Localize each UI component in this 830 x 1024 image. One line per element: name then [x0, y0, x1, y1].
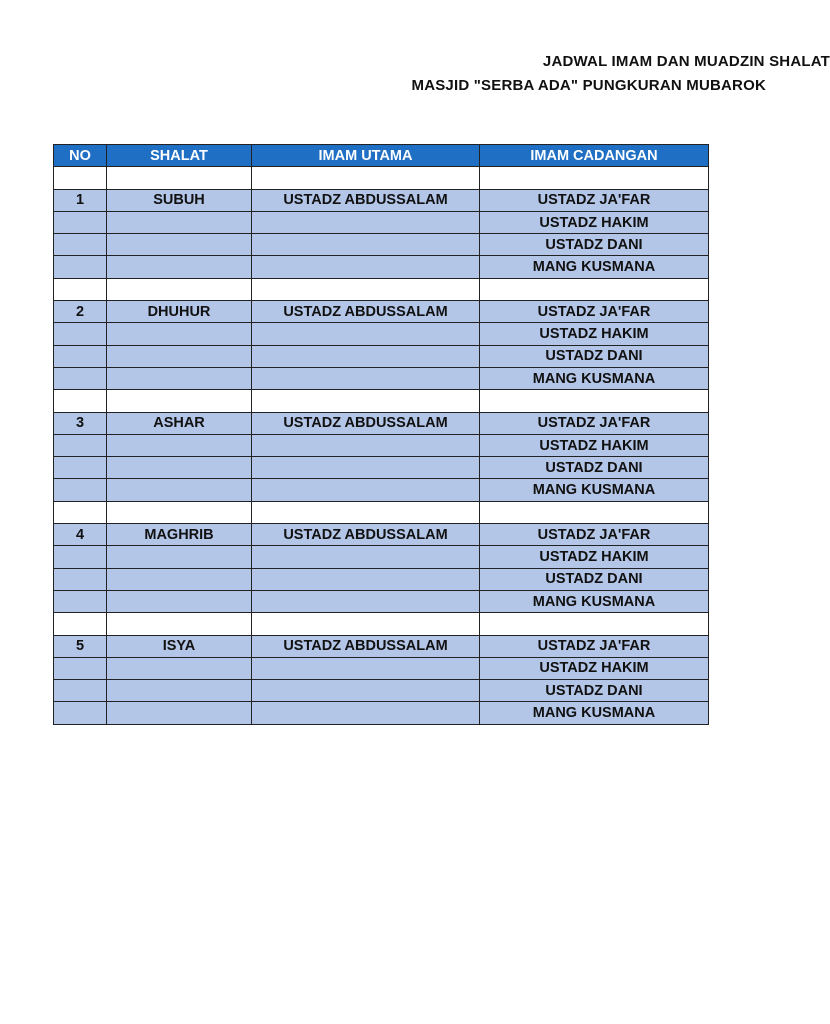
shalat-cell: ASHAR: [107, 412, 252, 434]
no-cell: 2: [54, 301, 107, 323]
imam-utama-cell: [252, 457, 480, 479]
table-row: [54, 234, 709, 256]
table-row: [54, 457, 709, 479]
table-row: [54, 256, 709, 278]
imam-cadangan-cell: USTADZ JA'FAR: [480, 635, 709, 657]
imam-cadangan-cell: USTADZ JA'FAR: [480, 189, 709, 211]
table-row: [54, 412, 709, 434]
header-no: NO: [54, 145, 107, 167]
imam-utama-cell: [252, 434, 480, 456]
shalat-cell: [107, 211, 252, 233]
imam-cadangan-cell: USTADZ HAKIM: [480, 323, 709, 345]
imam-utama-cell: USTADZ ABDUSSALAM: [252, 412, 480, 434]
no-cell: [54, 434, 107, 456]
shalat-cell: [107, 546, 252, 568]
empty-cell: [252, 278, 480, 300]
imam-cadangan-cell: USTADZ HAKIM: [480, 657, 709, 679]
no-cell: [54, 546, 107, 568]
header-shalat: SHALAT: [107, 145, 252, 167]
table-row: [54, 680, 709, 702]
empty-cell: [252, 390, 480, 412]
title-block: [280, 52, 830, 98]
shalat-cell: SUBUH: [107, 189, 252, 211]
empty-cell: [252, 501, 480, 523]
no-cell: [54, 568, 107, 590]
no-cell: 1: [54, 189, 107, 211]
imam-utama-cell: [252, 323, 480, 345]
header-imam-utama: IMAM UTAMA: [252, 145, 480, 167]
imam-utama-cell: USTADZ ABDUSSALAM: [252, 635, 480, 657]
no-cell: [54, 702, 107, 724]
imam-cadangan-cell: USTADZ JA'FAR: [480, 524, 709, 546]
empty-cell: [107, 390, 252, 412]
shalat-cell: [107, 434, 252, 456]
imam-utama-cell: [252, 590, 480, 612]
empty-cell: [54, 501, 107, 523]
document-subtitle: MASJID "SERBA ADA" PUNGKURAN MUBAROK: [411, 77, 766, 94]
imam-utama-cell: [252, 657, 480, 679]
no-cell: [54, 323, 107, 345]
table-row: [54, 702, 709, 724]
imam-utama-cell: [252, 702, 480, 724]
imam-cadangan-cell: USTADZ HAKIM: [480, 546, 709, 568]
table-row: [54, 189, 709, 211]
empty-cell: [54, 390, 107, 412]
imam-utama-cell: USTADZ ABDUSSALAM: [252, 301, 480, 323]
spacer-row: [54, 501, 709, 523]
empty-cell: [480, 390, 709, 412]
shalat-cell: ISYA: [107, 635, 252, 657]
imam-utama-cell: [252, 256, 480, 278]
imam-utama-cell: USTADZ ABDUSSALAM: [252, 189, 480, 211]
empty-cell: [480, 613, 709, 635]
shalat-cell: DHUHUR: [107, 301, 252, 323]
table-row: [54, 345, 709, 367]
empty-cell: [480, 167, 709, 189]
table-row: [54, 524, 709, 546]
imam-utama-cell: [252, 568, 480, 590]
imam-cadangan-cell: USTADZ HAKIM: [480, 434, 709, 456]
imam-cadangan-cell: MANG KUSMANA: [480, 256, 709, 278]
table-row: [54, 301, 709, 323]
no-cell: 3: [54, 412, 107, 434]
imam-cadangan-cell: USTADZ JA'FAR: [480, 301, 709, 323]
no-cell: [54, 457, 107, 479]
empty-cell: [252, 167, 480, 189]
imam-cadangan-cell: USTADZ DANI: [480, 680, 709, 702]
imam-utama-cell: [252, 345, 480, 367]
spacer-row: [54, 613, 709, 635]
table-row: [54, 635, 709, 657]
empty-cell: [252, 613, 480, 635]
imam-utama-cell: [252, 234, 480, 256]
imam-cadangan-cell: MANG KUSMANA: [480, 590, 709, 612]
table-row: [54, 434, 709, 456]
no-cell: [54, 680, 107, 702]
table-row: [54, 657, 709, 679]
table-row: [54, 546, 709, 568]
table-row: [54, 590, 709, 612]
shalat-cell: [107, 345, 252, 367]
imam-cadangan-cell: MANG KUSMANA: [480, 479, 709, 501]
empty-cell: [480, 278, 709, 300]
imam-cadangan-cell: USTADZ JA'FAR: [480, 412, 709, 434]
empty-cell: [107, 167, 252, 189]
shalat-cell: [107, 256, 252, 278]
imam-cadangan-cell: USTADZ DANI: [480, 568, 709, 590]
no-cell: [54, 367, 107, 389]
no-cell: [54, 234, 107, 256]
no-cell: [54, 256, 107, 278]
table-header: [54, 145, 709, 167]
empty-cell: [480, 501, 709, 523]
imam-cadangan-cell: USTADZ HAKIM: [480, 211, 709, 233]
imam-cadangan-cell: MANG KUSMANA: [480, 702, 709, 724]
spacer-row: [54, 167, 709, 189]
empty-cell: [54, 613, 107, 635]
empty-cell: [107, 613, 252, 635]
schedule-table: [53, 144, 709, 725]
table-row: [54, 211, 709, 233]
imam-utama-cell: [252, 680, 480, 702]
no-cell: 5: [54, 635, 107, 657]
shalat-cell: [107, 680, 252, 702]
imam-utama-cell: [252, 479, 480, 501]
imam-cadangan-cell: MANG KUSMANA: [480, 367, 709, 389]
shalat-cell: [107, 323, 252, 345]
imam-utama-cell: [252, 367, 480, 389]
empty-cell: [54, 167, 107, 189]
shalat-cell: [107, 457, 252, 479]
imam-cadangan-cell: USTADZ DANI: [480, 234, 709, 256]
no-cell: [54, 590, 107, 612]
shalat-cell: [107, 234, 252, 256]
shalat-cell: MAGHRIB: [107, 524, 252, 546]
spacer-row: [54, 278, 709, 300]
no-cell: [54, 479, 107, 501]
empty-cell: [54, 278, 107, 300]
shalat-cell: [107, 590, 252, 612]
imam-utama-cell: USTADZ ABDUSSALAM: [252, 524, 480, 546]
shalat-cell: [107, 568, 252, 590]
shalat-cell: [107, 367, 252, 389]
no-cell: 4: [54, 524, 107, 546]
imam-utama-cell: [252, 211, 480, 233]
header-imam-cadangan: IMAM CADANGAN: [480, 145, 709, 167]
no-cell: [54, 345, 107, 367]
shalat-cell: [107, 657, 252, 679]
table-row: [54, 479, 709, 501]
shalat-cell: [107, 702, 252, 724]
no-cell: [54, 211, 107, 233]
imam-cadangan-cell: USTADZ DANI: [480, 457, 709, 479]
spacer-row: [54, 390, 709, 412]
empty-cell: [107, 278, 252, 300]
shalat-cell: [107, 479, 252, 501]
table-row: [54, 323, 709, 345]
empty-cell: [107, 501, 252, 523]
no-cell: [54, 657, 107, 679]
table-row: [54, 568, 709, 590]
table-row: [54, 367, 709, 389]
imam-utama-cell: [252, 546, 480, 568]
table-body: [54, 167, 709, 724]
document-title: JADWAL IMAM DAN MUADZIN SHALAT: [542, 53, 830, 70]
imam-cadangan-cell: USTADZ DANI: [480, 345, 709, 367]
header-row: [54, 145, 709, 167]
